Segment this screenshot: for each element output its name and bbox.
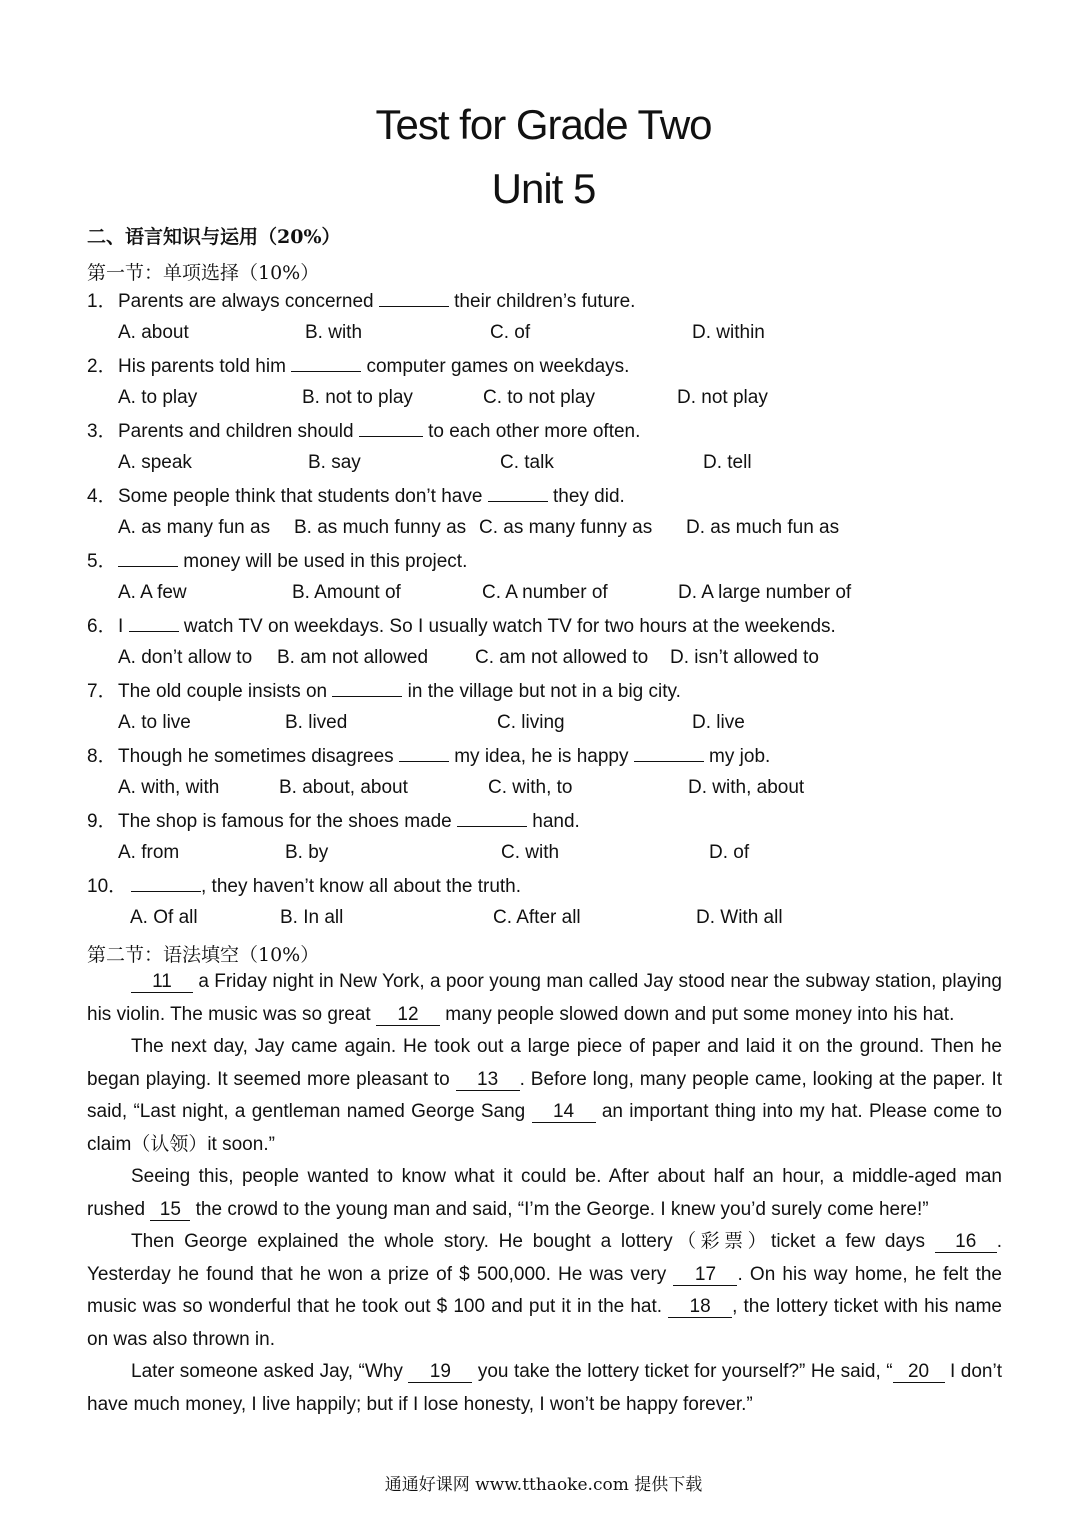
blank-18: 18: [668, 1297, 732, 1318]
option-d: D. live: [692, 712, 745, 733]
question-stem: [87, 418, 640, 444]
option-b: B. about, about: [279, 777, 408, 798]
question-text: in the village but not in a big city.: [402, 681, 681, 702]
passage-paragraph-3: [87, 1161, 1002, 1226]
question-text: , they haven’t know all about the truth.: [201, 876, 522, 897]
option-a: A. A few: [118, 582, 187, 603]
section-heading-2: 第二节：语法填空（10%）: [87, 944, 320, 966]
answer-blank: [129, 613, 179, 632]
option-a: A. from: [118, 842, 180, 863]
option-b: B. by: [285, 842, 329, 863]
passage-text: an important thing into my hat. Please come to claim（认领）it soon.”: [87, 1101, 1002, 1155]
blank-11: 11: [131, 972, 193, 993]
question-text: to each other more often.: [422, 421, 641, 442]
blank-15: 15: [150, 1200, 190, 1221]
question-text: hand.: [527, 811, 580, 832]
option-b: B. with: [305, 322, 363, 343]
footer-source: 通通好课网 www.tthaoke.com 提供下载: [384, 1475, 703, 1495]
answer-blank: [359, 418, 423, 437]
question-text: The old couple insists on: [118, 681, 333, 702]
question-number: 2．: [87, 356, 117, 377]
option-c: C. After all: [493, 907, 581, 928]
option-a: A. speak: [118, 452, 192, 473]
blank-12: 12: [376, 1005, 440, 1026]
option-c: C. living: [497, 712, 565, 733]
option-c: C. with: [501, 842, 560, 863]
option-b: B. In all: [280, 907, 344, 928]
question-number: 9．: [87, 811, 117, 832]
passage-text: the crowd to the young man and said, “I’m the George. I knew you’d surely come here!”: [190, 1198, 929, 1220]
question-stem: [87, 743, 770, 769]
question-number: 6．: [87, 616, 117, 637]
option-d: D. not play: [677, 387, 768, 408]
answer-blank: [399, 743, 449, 762]
answer-blank: [291, 353, 361, 372]
question-text: Parents are always concerned: [118, 291, 379, 312]
question-number: 4．: [87, 486, 117, 507]
question-text: my job.: [703, 746, 771, 767]
option-a: A. as many fun as: [118, 517, 271, 538]
passage-text: . On his way home, he felt the music was so wonderful that he took out $ 100 and put it in the hat.: [87, 1263, 1002, 1318]
passage-paragraph-2: [87, 1031, 1002, 1161]
question-text: they did.: [547, 486, 625, 507]
question-text: I: [118, 616, 129, 637]
option-c: C. talk: [500, 452, 554, 473]
option-a: A. to play: [118, 387, 198, 408]
option-c: C. of: [490, 322, 531, 343]
question-text: computer games on weekdays.: [361, 356, 630, 377]
question-stem: [87, 873, 521, 899]
option-d: D. isn’t allowed to: [670, 647, 819, 668]
passage-text: , the lottery ticket with his name on was also thrown in.: [87, 1296, 1002, 1350]
option-c: C. am not allowed to: [475, 647, 649, 668]
answer-blank: [379, 288, 449, 307]
question-stem: [87, 613, 836, 639]
option-b: B. lived: [285, 712, 348, 733]
question-stem: [87, 548, 467, 574]
passage-text: Then George explained the whole story. He bought a lottery（彩票）ticket a few days: [131, 1231, 935, 1252]
question-text: Parents and children should: [118, 421, 359, 442]
option-d: D. tell: [703, 452, 752, 473]
question-text: Though he sometimes disagrees: [118, 746, 399, 767]
question-text: watch TV on weekdays. So I usually watch TV for two hours at the weekends.: [178, 616, 836, 637]
passage-text: you take the lottery ticket for yourself?” He said, “: [472, 1361, 893, 1382]
passage-paragraph-5: [87, 1356, 1002, 1421]
passage-text: Later someone asked Jay, “Why: [131, 1361, 409, 1382]
passage-text: many people slowed down and put some money into his hat.: [440, 1003, 955, 1025]
question-text: Some people think that students don’t have: [118, 486, 488, 507]
question-stem: [87, 353, 629, 379]
question-stem: [87, 483, 625, 509]
option-b: B. not to play: [302, 387, 413, 408]
answer-blank: [131, 873, 201, 892]
question-number: 1．: [87, 291, 117, 312]
title-line-2: Unit 5: [491, 165, 596, 212]
option-a: A. Of all: [130, 907, 198, 928]
passage-text: Seeing this, people wanted to know what it could be. After about half an hour, a middle-aged man rushed: [87, 1166, 1002, 1220]
option-d: D. as much fun as: [686, 517, 840, 538]
option-d: D. A large number of: [678, 582, 852, 603]
question-text: The shop is famous for the shoes made: [118, 811, 458, 832]
option-c: C. as many funny as: [479, 517, 653, 538]
option-d: D. within: [692, 322, 765, 343]
blank-14: 14: [532, 1102, 596, 1123]
option-a: A. don’t allow to: [118, 647, 253, 668]
question-number: 10．: [87, 876, 128, 897]
passage-paragraph-4: [87, 1226, 1002, 1356]
question-text: His parents told him: [118, 356, 292, 377]
question-stem: [87, 678, 681, 704]
answer-blank: [457, 808, 527, 827]
question-number: 3．: [87, 421, 117, 442]
question-number: 5．: [87, 551, 117, 572]
option-a: A. with, with: [118, 777, 220, 798]
question-text: their children’s future.: [448, 291, 636, 312]
answer-blank: [332, 678, 402, 697]
option-d: D. of: [709, 842, 750, 863]
blank-17: 17: [673, 1265, 737, 1286]
passage-text: The next day, Jay came again. He took out a large piece of paper and laid it on the ground. Then he began playing. It seemed more pleasant to: [87, 1036, 1002, 1090]
passage-text: I don’t have much money, I live happily; but if I lose honesty, I won’t be happy forever.”: [87, 1361, 1002, 1415]
question-text: money will be used in this project.: [178, 551, 468, 572]
passage-text: . Before long, many people came, looking at the paper. It said, “Last night, a gentleman named George Sang: [87, 1068, 1002, 1123]
option-a: A. about: [118, 322, 189, 343]
passage-paragraph-1: [87, 966, 1002, 1031]
blank-19: 19: [408, 1362, 472, 1383]
option-b: B. say: [308, 452, 361, 473]
blank-20: 20: [893, 1362, 945, 1383]
question-number: 7．: [87, 681, 117, 702]
title-line-1: Test for Grade Two: [375, 101, 712, 148]
option-b: B. as much funny as: [294, 517, 467, 538]
answer-blank: [118, 548, 178, 567]
option-a: A. to live: [118, 712, 191, 733]
answer-blank: [634, 743, 704, 762]
option-c: C. with, to: [488, 777, 573, 798]
blank-13: 13: [456, 1070, 520, 1091]
blank-16: 16: [935, 1232, 997, 1253]
section-heading-main: 二、语言知识与运用（20%）: [87, 226, 341, 248]
option-b: B. Amount of: [292, 582, 401, 603]
option-d: D. with, about: [688, 777, 805, 798]
option-d: D. With all: [696, 907, 783, 928]
question-stem: [87, 808, 580, 834]
answer-blank: [488, 483, 548, 502]
passage-text: a Friday night in New York, a poor young man called Jay stood near the subway station, playing his violin. The music was so great: [87, 971, 1002, 1025]
question-number: 8．: [87, 746, 117, 767]
passage-text: . Yesterday he found that he won a prize of $ 500,000. He was very: [87, 1231, 1002, 1285]
option-c: C. to not play: [483, 387, 595, 408]
section-heading-1: 第一节：单项选择（10%）: [87, 262, 320, 284]
option-b: B. am not allowed: [277, 647, 429, 668]
question-text: my idea, he is happy: [448, 746, 634, 767]
option-c: C. A number of: [482, 582, 608, 603]
question-stem: [87, 288, 635, 314]
